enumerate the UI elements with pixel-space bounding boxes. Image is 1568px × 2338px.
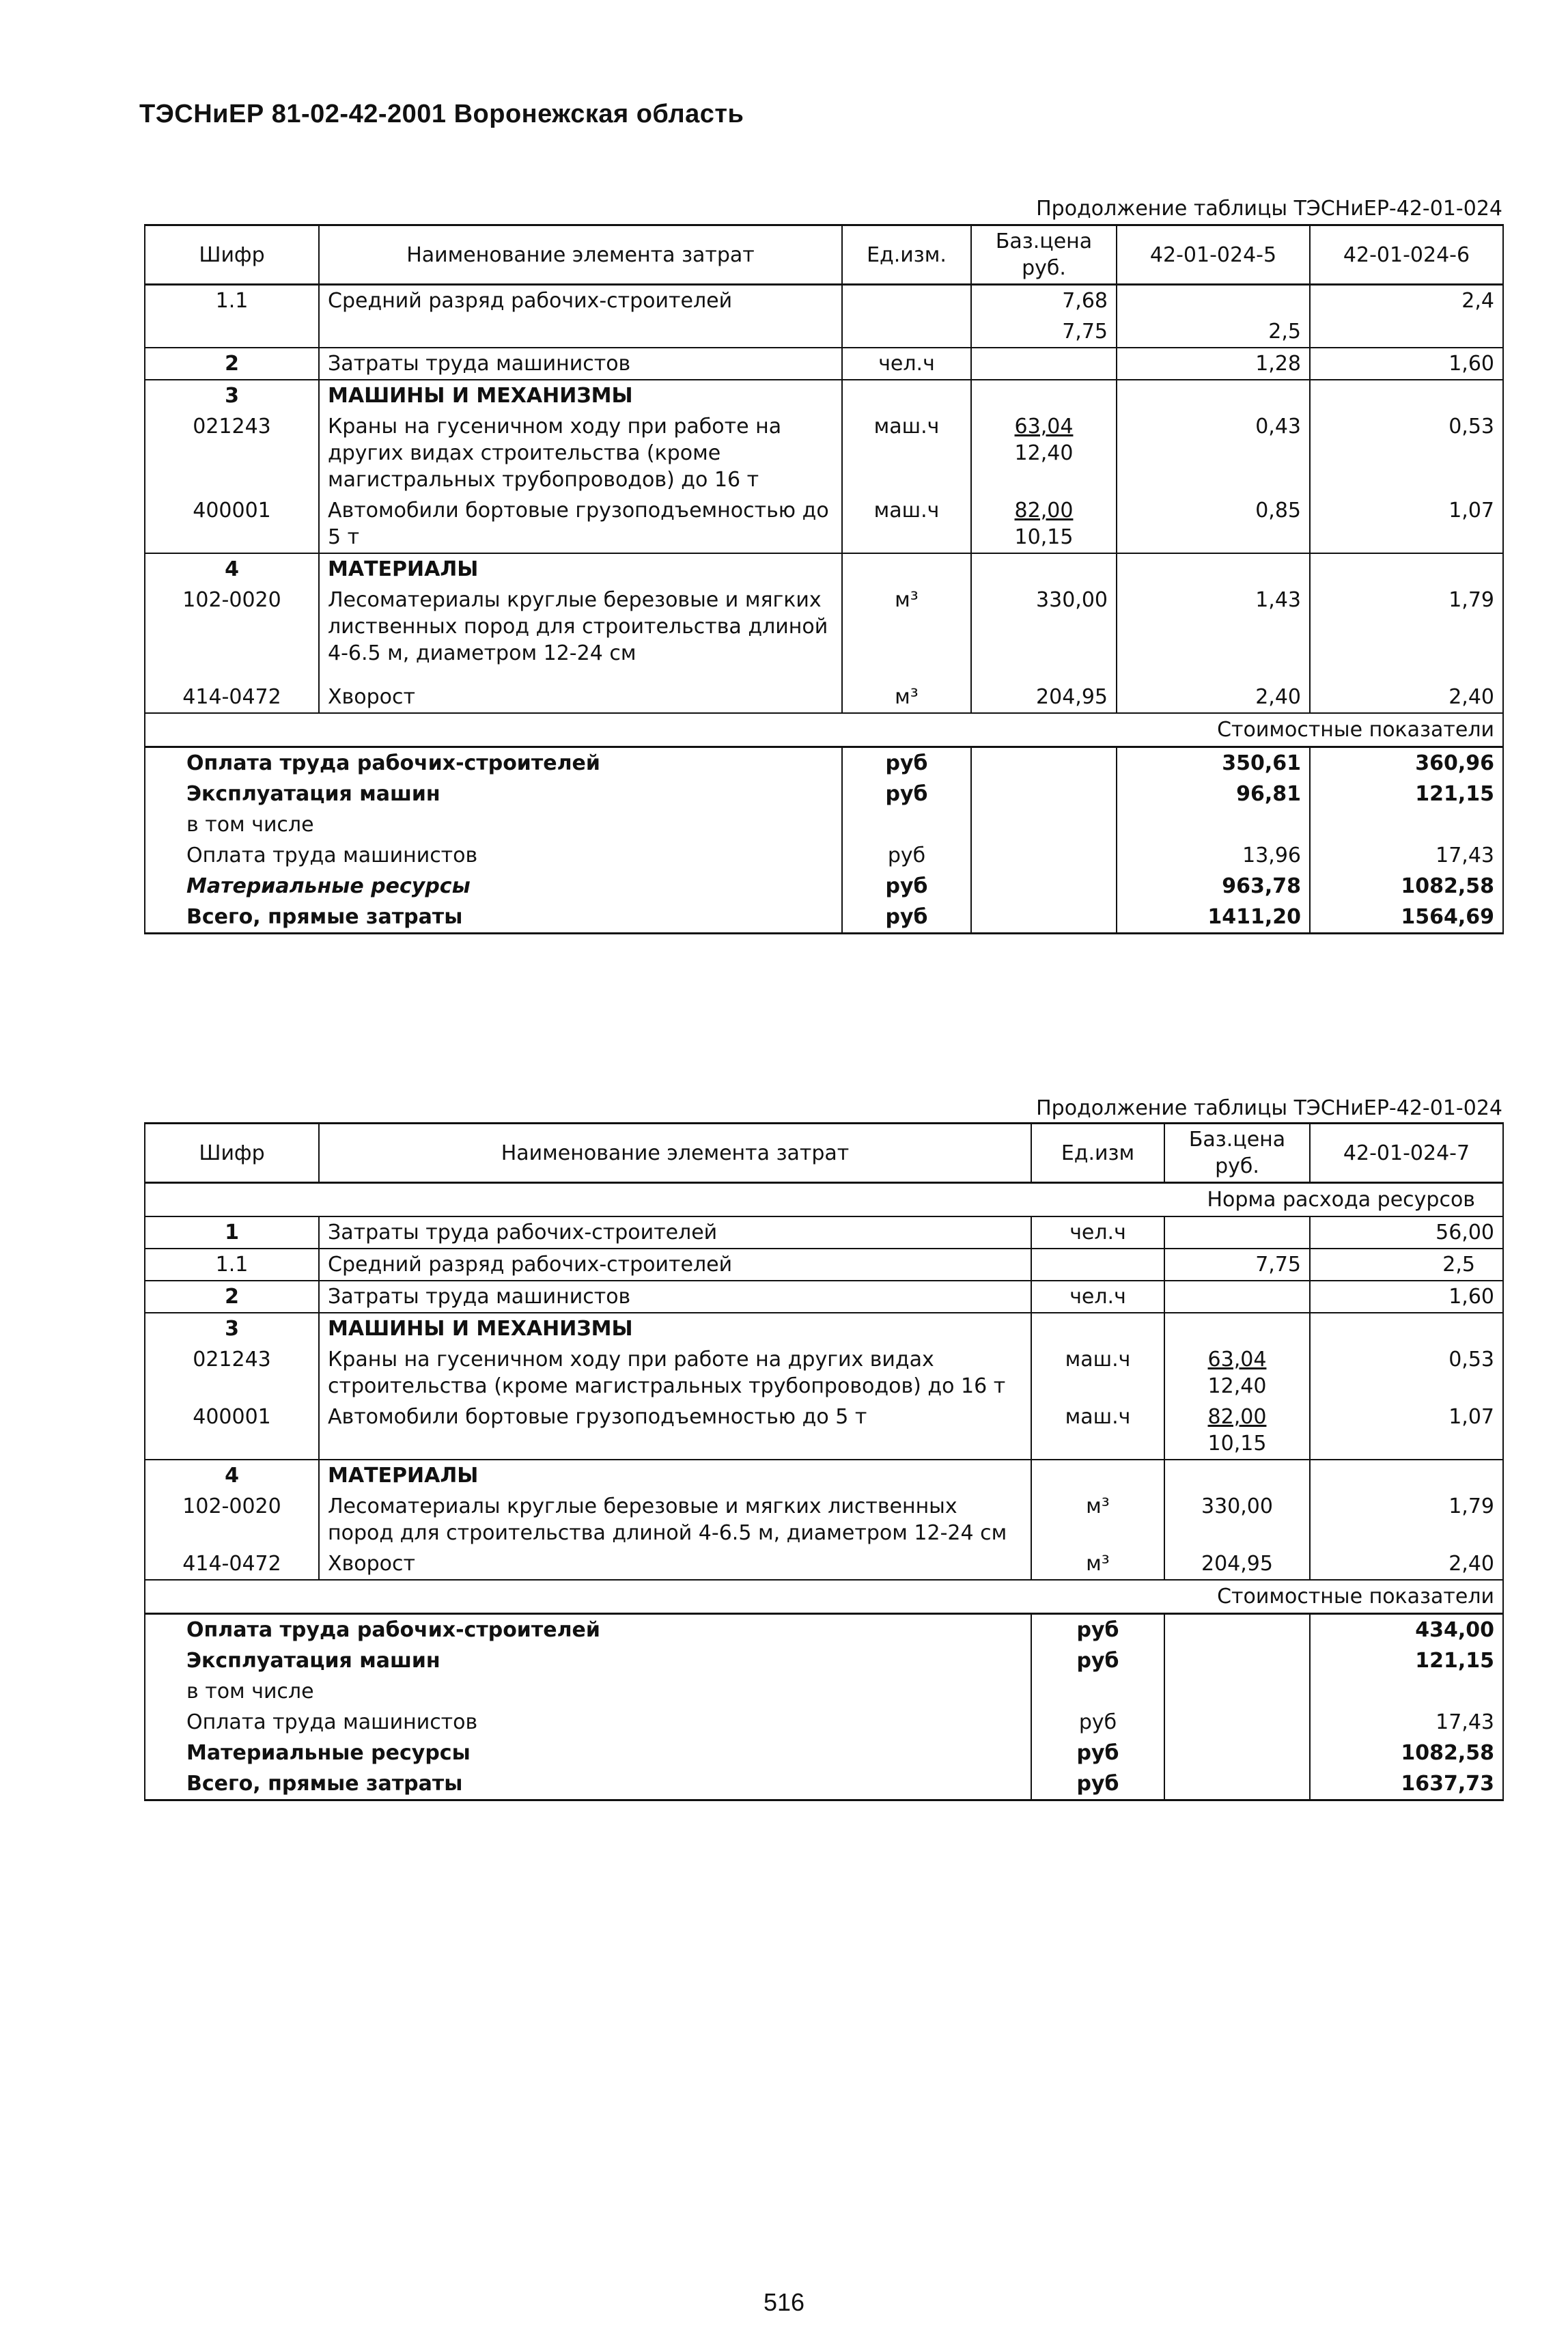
table-row [145, 585, 1503, 669]
row-unit: м³ [1031, 1548, 1164, 1580]
row-value-6: 0,53 [1310, 411, 1503, 495]
section-code: 4 [145, 553, 319, 585]
section-code: 3 [145, 380, 319, 411]
row-code: 1.1 [145, 285, 319, 317]
row-code: 400001 [145, 1402, 319, 1460]
row-name: Автомобили бортовые грузоподъемностью до 5 т [319, 1402, 1031, 1460]
summary-value-6: 1082,58 [1310, 871, 1503, 902]
row-name: Лесоматериалы круглые березовые и мягких лиственных пород для строительства длиной 4-6.5 м, диаметром 12-24 см [319, 1491, 1031, 1548]
summary-row [145, 1707, 1503, 1738]
section-code: 4 [145, 1460, 319, 1491]
summary-row [145, 809, 1503, 840]
summary-row [145, 871, 1503, 902]
section-name: МАШИНЫ И МЕХАНИЗМЫ [319, 1313, 1031, 1344]
row-value-5: 1,28 [1117, 348, 1310, 380]
table-row [145, 285, 1503, 317]
table-row [145, 669, 1503, 713]
summary-label: Всего, прямые затраты [145, 902, 842, 934]
price-machine: 63,04 [1207, 1348, 1267, 1372]
summary-row [145, 1645, 1503, 1676]
summary-value-6: 121,15 [1310, 779, 1503, 809]
summary-label: Материальные ресурсы [145, 1738, 1031, 1768]
row-value-5: 2,40 [1117, 669, 1310, 713]
table-row [145, 316, 1503, 348]
row-price: 7,68 [971, 285, 1117, 317]
section-row [145, 1313, 1503, 1344]
section-name: МАТЕРИАЛЫ [319, 553, 842, 585]
row-price: 330,00 [1164, 1491, 1310, 1548]
summary-label: в том числе [145, 809, 842, 840]
summary-label: в том числе [145, 1676, 1031, 1707]
resource-table-2 [144, 1122, 1504, 1801]
row-unit: м³ [842, 669, 971, 713]
table-row [145, 411, 1503, 495]
summary-value-6: 360,96 [1310, 747, 1503, 779]
summary-value-6: 17,43 [1310, 840, 1503, 871]
summary-unit: руб [1031, 1707, 1164, 1738]
row-value-5: 1,43 [1117, 585, 1310, 669]
page-number: 516 [763, 2288, 805, 2316]
price-operator: 10,15 [1207, 1432, 1267, 1456]
row-unit: маш.ч [1031, 1402, 1164, 1460]
header-unit: Ед.изм. [842, 225, 971, 285]
row-value-7: 1,79 [1310, 1491, 1503, 1548]
row-code: 2 [145, 1281, 319, 1313]
table-row [145, 1548, 1503, 1580]
row-name: Средний разряд рабочих-строителей [319, 1249, 1031, 1281]
row-value-6: 2,40 [1310, 669, 1503, 713]
summary-value-6: 1564,69 [1310, 902, 1503, 934]
row-value-5: 0,43 [1117, 411, 1310, 495]
section-heading-row [145, 1183, 1503, 1217]
summary-value-7: 1637,73 [1310, 1768, 1503, 1800]
row-unit: чел.ч [1031, 1281, 1164, 1313]
row-name: Хворост [319, 1548, 1031, 1580]
table-continuation-caption: Продолжение таблицы ТЭСНиЕР-42-01-024 [1036, 1096, 1502, 1120]
summary-row [145, 1738, 1503, 1768]
price-operator: 12,40 [1014, 441, 1074, 465]
header-col-7: 42-01-024-7 [1310, 1124, 1503, 1183]
row-name: Краны на гусеничном ходу при работе на других видах строительства (кроме магистральных трубопроводов) до 16 т [319, 411, 842, 495]
row-value-7: 2,40 [1310, 1548, 1503, 1580]
row-unit: маш.ч [842, 495, 971, 553]
header-price: Баз.цена руб. [1164, 1124, 1310, 1183]
summary-label: Материальные ресурсы [145, 871, 842, 902]
summary-value-7: 121,15 [1310, 1645, 1503, 1676]
row-price [971, 348, 1117, 380]
row-price: 204,95 [971, 669, 1117, 713]
price-machine: 82,00 [1014, 499, 1074, 523]
row-price [1164, 1344, 1310, 1402]
section-norm-label: Норма расхода ресурсов [145, 1183, 1503, 1217]
summary-row [145, 902, 1503, 934]
row-code: 021243 [145, 411, 319, 495]
row-value-6: 1,79 [1310, 585, 1503, 669]
row-value-7: 2,5 [1310, 1249, 1503, 1281]
table-continuation-caption: Продолжение таблицы ТЭСНиЕР-42-01-024 [1036, 197, 1502, 221]
row-value-6: 1,07 [1310, 495, 1503, 553]
row-name: Затраты труда рабочих-строителей [319, 1216, 1031, 1249]
row-name: Хворост [319, 669, 842, 713]
row-price [1164, 1402, 1310, 1460]
row-code: 400001 [145, 495, 319, 553]
section-row [145, 380, 1503, 411]
section-heading-row [145, 713, 1503, 747]
summary-value-5: 96,81 [1117, 779, 1310, 809]
price-operator: 10,15 [1014, 525, 1074, 549]
summary-row [145, 1768, 1503, 1800]
summary-row [145, 779, 1503, 809]
row-value-5 [1117, 285, 1310, 317]
row-code: 102-0020 [145, 585, 319, 669]
summary-label: Эксплуатация машин [145, 779, 842, 809]
row-name: Средний разряд рабочих-строителей [319, 285, 842, 317]
section-cost-label: Стоимостные показатели [145, 713, 1503, 747]
row-price: 330,00 [971, 585, 1117, 669]
document-title: ТЭСНиЕР 81-02-42-2001 Воронежская область [139, 100, 744, 128]
row-value-5: 2,5 [1117, 316, 1310, 348]
row-price [971, 411, 1117, 495]
row-value-7: 1,60 [1310, 1281, 1503, 1313]
section-cost-label: Стоимостные показатели [145, 1580, 1503, 1614]
row-value-6: 1,60 [1310, 348, 1503, 380]
summary-row [145, 747, 1503, 779]
summary-label: Оплата труда рабочих-строителей [145, 747, 842, 779]
summary-unit: руб [1031, 1614, 1164, 1646]
summary-label: Эксплуатация машин [145, 1645, 1031, 1676]
row-value-5: 0,85 [1117, 495, 1310, 553]
summary-value-7: 17,43 [1310, 1707, 1503, 1738]
summary-value-5: 963,78 [1117, 871, 1310, 902]
table-header-row [145, 225, 1503, 285]
row-price [971, 495, 1117, 553]
header-code: Шифр [145, 1124, 319, 1183]
row-name: Автомобили бортовые грузоподъемностью до 5 т [319, 495, 842, 553]
summary-value-7: 1082,58 [1310, 1738, 1503, 1768]
summary-row [145, 1614, 1503, 1646]
row-name: Краны на гусеничном ходу при работе на других видах строительства (кроме магистральных трубопроводов) до 16 т [319, 1344, 1031, 1402]
summary-value-5: 1411,20 [1117, 902, 1310, 934]
header-name: Наименование элемента затрат [319, 225, 842, 285]
price-operator: 12,40 [1207, 1374, 1267, 1398]
header-code: Шифр [145, 225, 319, 285]
resource-table-1 [144, 224, 1504, 934]
table-row [145, 495, 1503, 553]
row-unit: чел.ч [842, 348, 971, 380]
row-value-7: 56,00 [1310, 1216, 1503, 1249]
summary-label: Оплата труда машинистов [145, 840, 842, 871]
price-machine: 82,00 [1207, 1405, 1267, 1429]
header-price: Баз.цена руб. [971, 225, 1117, 285]
row-unit: м³ [842, 585, 971, 669]
section-row [145, 1460, 1503, 1491]
section-heading-row [145, 1580, 1503, 1614]
header-unit: Ед.изм [1031, 1124, 1164, 1183]
row-value-7: 1,07 [1310, 1402, 1503, 1460]
section-code: 3 [145, 1313, 319, 1344]
summary-label: Всего, прямые затраты [145, 1768, 1031, 1800]
table-row [145, 1281, 1503, 1313]
row-price [1164, 1216, 1310, 1249]
table-row [145, 1402, 1503, 1460]
row-price: 7,75 [971, 316, 1117, 348]
summary-value-5: 13,96 [1117, 840, 1310, 871]
table-row [145, 1249, 1503, 1281]
table-header-row [145, 1124, 1503, 1183]
summary-value-7: 434,00 [1310, 1614, 1503, 1646]
summary-unit: руб [1031, 1645, 1164, 1676]
row-unit [842, 285, 971, 317]
row-code: 102-0020 [145, 1491, 319, 1548]
table-row [145, 1344, 1503, 1402]
section-row [145, 553, 1503, 585]
summary-unit: руб [1031, 1738, 1164, 1768]
row-unit: маш.ч [1031, 1344, 1164, 1402]
header-col-5: 42-01-024-5 [1117, 225, 1310, 285]
row-code: 2 [145, 348, 319, 380]
summary-unit: руб [842, 902, 971, 934]
summary-value-5: 350,61 [1117, 747, 1310, 779]
summary-label: Оплата труда машинистов [145, 1707, 1031, 1738]
table-row [145, 348, 1503, 380]
row-value-7: 0,53 [1310, 1344, 1503, 1402]
header-name: Наименование элемента затрат [319, 1124, 1031, 1183]
row-price: 204,95 [1164, 1548, 1310, 1580]
row-unit [1031, 1249, 1164, 1281]
summary-row [145, 840, 1503, 871]
row-code: 1 [145, 1216, 319, 1249]
summary-unit: руб [842, 747, 971, 779]
row-name: Затраты труда машинистов [319, 1281, 1031, 1313]
summary-unit: руб [842, 779, 971, 809]
summary-label: Оплата труда рабочих-строителей [145, 1614, 1031, 1646]
price-machine: 63,04 [1014, 415, 1074, 439]
section-name: МАТЕРИАЛЫ [319, 1460, 1031, 1491]
row-price [1164, 1281, 1310, 1313]
row-price: 7,75 [1164, 1249, 1310, 1281]
row-code: 414-0472 [145, 1548, 319, 1580]
row-unit: маш.ч [842, 411, 971, 495]
row-name: Лесоматериалы круглые березовые и мягких лиственных пород для строительства длиной 4-6.5 м, диаметром 12-24 см [319, 585, 842, 669]
row-value-6: 2,4 [1310, 285, 1503, 317]
row-unit: м³ [1031, 1491, 1164, 1548]
table-row [145, 1216, 1503, 1249]
row-code: 021243 [145, 1344, 319, 1402]
summary-unit: руб [842, 840, 971, 871]
row-unit: чел.ч [1031, 1216, 1164, 1249]
row-name: Затраты труда машинистов [319, 348, 842, 380]
header-col-6: 42-01-024-6 [1310, 225, 1503, 285]
table-row [145, 1491, 1503, 1548]
summary-row [145, 1676, 1503, 1707]
row-code: 1.1 [145, 1249, 319, 1281]
summary-unit: руб [842, 871, 971, 902]
summary-unit: руб [1031, 1768, 1164, 1800]
row-code: 414-0472 [145, 669, 319, 713]
section-name: МАШИНЫ И МЕХАНИЗМЫ [319, 380, 842, 411]
